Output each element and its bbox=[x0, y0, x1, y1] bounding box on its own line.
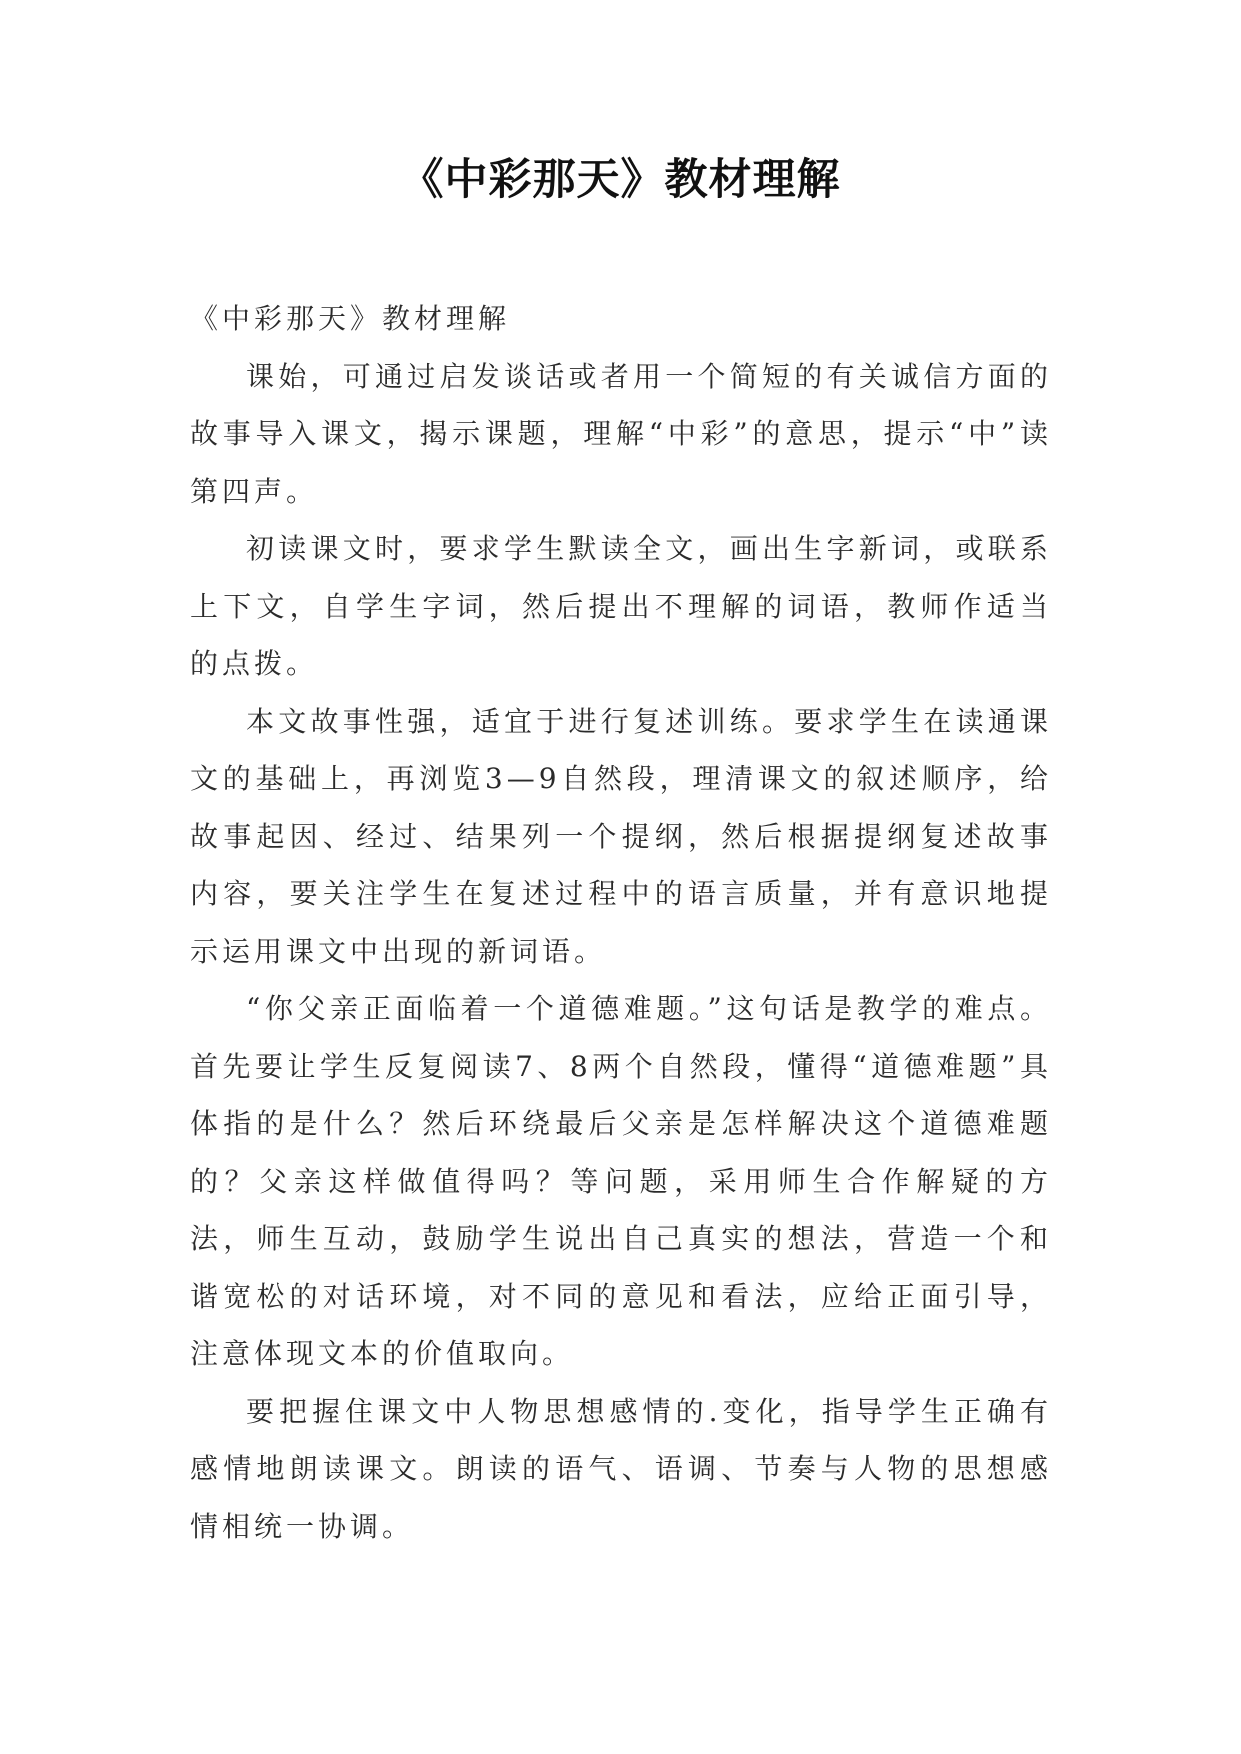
paragraph-1: 课始，可通过启发谈话或者用一个简短的有关诚信方面的故事导入课文，揭示课题，理解“中彩”的意思，提示“中”读第四声。 bbox=[190, 359, 1052, 508]
paragraph-2: 初读课文时，要求学生默读全文，画出生字新词，或联系上下文，自学生字词，然后提出不理解的词语，教师作适当的点拨。 bbox=[190, 532, 1052, 680]
document-title: 《中彩那天》教材理解 bbox=[400, 155, 841, 205]
paragraph-4: “你父亲正面临着一个道德难题。”这句话是教学的难点。首先要让学生反复阅读7、8两个自然段，懂得“道德难题”具体指的是什么？然后环绕最后父亲是怎样解决这个道德难题的？父亲这样做值得吗？等问题，采用师生合作解疑的方法，师生互动，鼓励学生说出自己真实的想法，营造一个和谐宽松的对话环境，对不同的意见和看法，应给正面引导，注意体现文本的价值取向。 bbox=[190, 992, 1052, 1370]
document-subtitle: 《中彩那天》教材理解 bbox=[190, 302, 511, 335]
paragraph-3: 本文故事性强，适宜于进行复述训练。要求学生在读通课文的基础上，再浏览3—9自然段，理清课文的叙述顺序，给故事起因、经过、结果列一个提纲，然后根据提纲复述故事内容，要关注学生在复述过程中的语言质量，并有意识地提示运用课文中出现的新词语。 bbox=[190, 704, 1052, 968]
paragraph-5: 要把握住课文中人物思想感情的.变化，指导学生正确有感情地朗读课文。朗读的语气、语调、节奏与人物的思想感情相统一协调。 bbox=[190, 1394, 1052, 1543]
document-body bbox=[190, 290, 1052, 1555]
